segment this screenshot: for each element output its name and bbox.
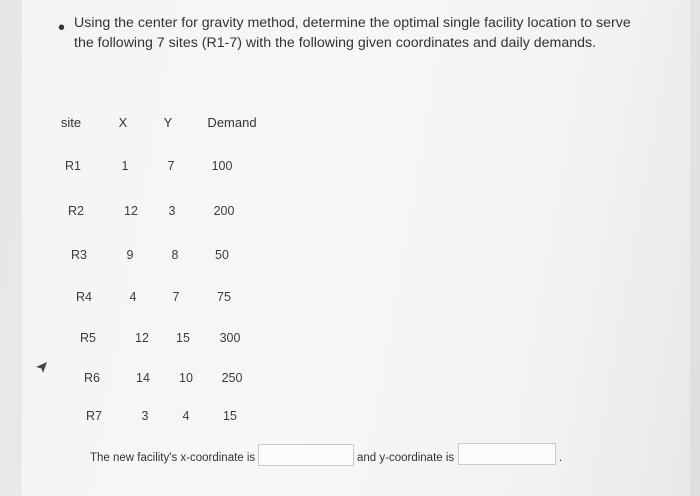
table-cell-demand: 250 (221, 371, 243, 385)
table-cell-y: 7 (172, 290, 180, 304)
table-cell-demand: 200 (213, 204, 235, 218)
table-cell-x: 12 (124, 204, 138, 218)
table-cell-y: 7 (167, 159, 175, 173)
table-cell-y: 4 (182, 409, 190, 423)
question-page (22, 0, 690, 496)
answer-y-prompt: and y-coordinate is (357, 452, 455, 464)
table-cell-x: 12 (135, 331, 149, 345)
header-x: X (118, 115, 128, 130)
header-demand: Demand (207, 115, 257, 130)
table-cell-site: R5 (80, 331, 96, 345)
x-coordinate-input[interactable] (258, 444, 354, 466)
header-site: site (60, 115, 82, 130)
table-cell-demand: 75 (217, 290, 231, 304)
table-cell-y: 10 (179, 371, 193, 385)
table-cell-x: 4 (129, 290, 137, 304)
header-y: Y (163, 115, 173, 130)
table-cell-y: 8 (171, 248, 179, 262)
table-cell-site: R1 (65, 159, 81, 173)
table-cell-x: 1 (121, 159, 129, 173)
table-cell-site: R3 (71, 248, 87, 262)
table-cell-x: 3 (141, 409, 149, 423)
answer-period: . (559, 452, 563, 464)
table-cell-x: 9 (126, 248, 134, 262)
table-cell-site: R2 (68, 204, 84, 218)
table-cell-y: 15 (176, 331, 190, 345)
table-cell-y: 3 (168, 204, 176, 218)
table-cell-demand: 100 (211, 159, 233, 173)
mouse-pointer-icon (36, 361, 48, 379)
table-cell-demand: 15 (223, 409, 237, 423)
table-cell-site: R4 (76, 290, 92, 304)
bullet-marker: • (58, 17, 66, 39)
table-cell-site: R6 (84, 371, 100, 385)
y-coordinate-input[interactable] (458, 443, 556, 465)
answer-x-prompt: The new facility's x-coordinate is (90, 452, 256, 464)
table-cell-x: 14 (136, 371, 150, 385)
question-text: Using the center for gravity method, determine the optimal single facility location to serve the following 7 sites (R1-7) with the following given coordinates and daily demands. (74, 15, 631, 51)
table-cell-site: R7 (86, 409, 102, 423)
table-cell-demand: 50 (215, 248, 229, 262)
table-cell-demand: 300 (219, 331, 241, 345)
